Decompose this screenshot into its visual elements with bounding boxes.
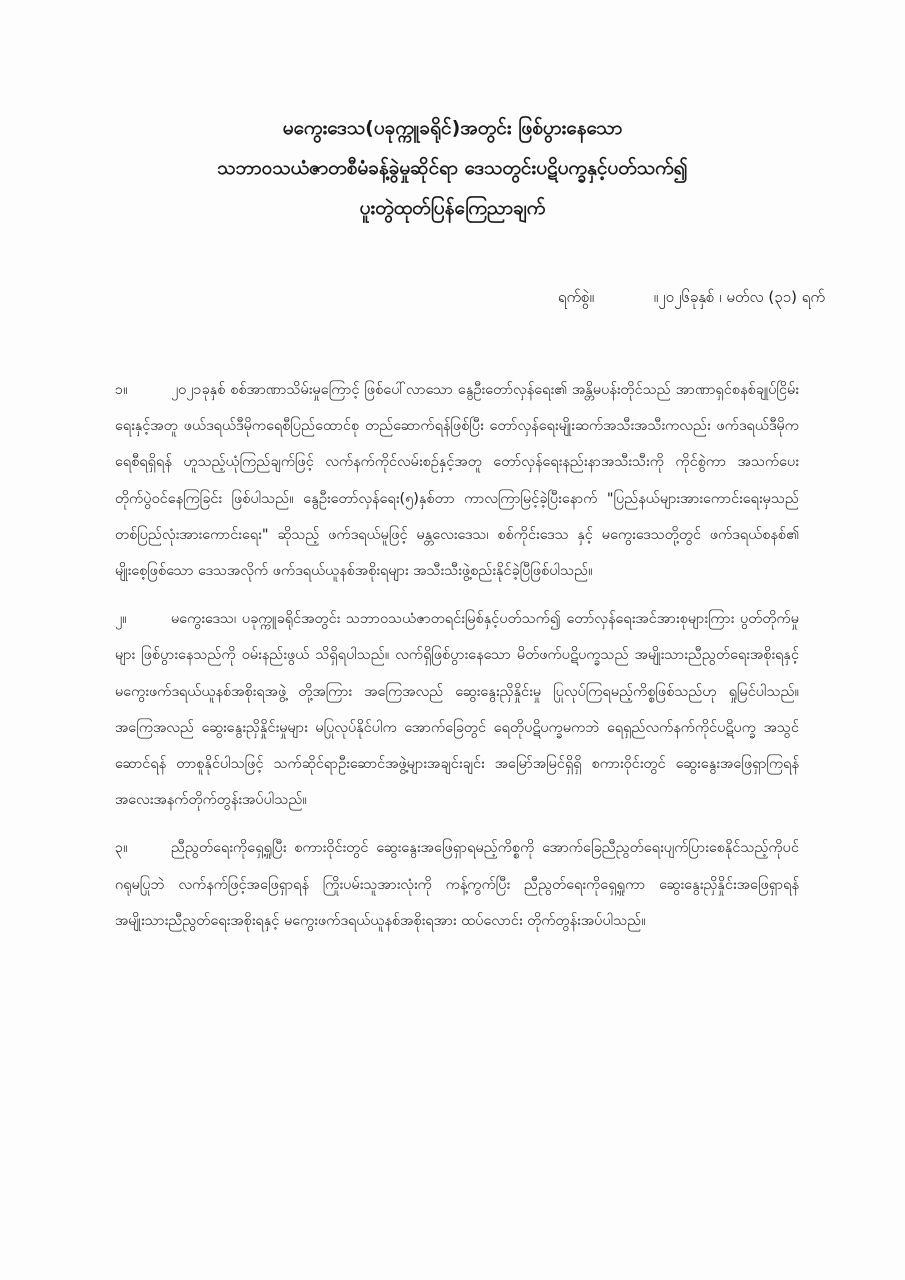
paragraph-1 — [115, 372, 799, 589]
paragraph-text: ညီညွတ်ရေးကိုရှေ့ရှုပြီး စကားဝိုင်းတွင် ဆွေးနွေးအဖြေရှာရမည့်ကိစ္စကို အောက်ခြေညီညွတ်ရေးပျက်ပြားစေနိုင်သည့်ကိုပင် ဂရုမပြုဘဲ လက်နက်ဖြင့်အဖြေရှာရန် ကြိုးပမ်းသူအားလုံးကို ကန့်ကွက်ပြီး ညီညွတ်ရေးကိုရှေ့ရှုကာ ဆွေးနွေးညှိနှိုင်းအဖြေရှာရန် အမျိုးသားညီညွတ်ရေးအစိုးရနှင့် မကွေးဖက်ဒရယ်ယူနစ်အစိုးရအား ထပ်လောင်း တိုက်တွန်းအပ်ပါသည်။ — [115, 840, 799, 929]
paragraph-3 — [115, 830, 799, 939]
paragraph-2 — [115, 601, 799, 818]
title-line-2: သဘာဝသယံဇာတစီမံခန့်ခွဲမှုဆိုင်ရာ ဒေသတွင်းပဋိပက္ခနှင့်ပတ်သက်၍ — [217, 157, 688, 179]
statement-title — [60, 108, 845, 228]
date-label: ရက်စွဲ။ — [557, 288, 595, 306]
date-line — [558, 288, 825, 310]
title-line-3: ပူးတွဲထုတ်ပြန်ကြေညာချက် — [359, 197, 546, 219]
paragraph-number: ၁။ — [115, 382, 128, 398]
paragraph-number: ၂။ — [115, 611, 127, 628]
paragraph-number: ၃။ — [115, 840, 128, 857]
title-line-1: မကွေးဒေသ(ပခုက္ကူခရိုင်)အတွင်း ဖြစ်ပွားနေသော — [282, 117, 623, 139]
date-value: ။၂၀၂၆ခုနှစ် ၊ မတ်လ (၃၁) ရက် — [653, 288, 825, 306]
paragraph-text: ၂၀၂၁ခုနှစ် စစ်အာဏာသိမ်းမှုကြောင့် ဖြစ်ပေါ်လာသော နွေဦးတော်လှန်ရေး၏ အန္တိမပန်းတိုင်သည် အာဏာရှင်စနစ်ချုပ်ငြိမ်းရေးနှင့်အတူ ဖယ်ဒရယ်ဒီမိုကရေစီပြည်ထောင်စု တည်ဆောက်ရန်ဖြစ်ပြီး တော်လှန်ရေးမျိုးဆက်အသီးအသီးကလည်း ဖက်ဒရယ်ဒီမိုကရေစီရရှိရန် ဟူသည့်ယုံကြည်ချက်ဖြင့် လက်နက်ကိုင်လမ်းစဥ်နှင့်အတူ တော်လှန်ရေးနည်းနာအသီးသီးကို ကိုင်စွဲကာ အသက်ပေးတိုက်ပွဲဝင်နေကြခြင်း ဖြစ်ပါသည်။ နွေဦးတော်လှန်ရေး(၅)နှစ်တာ ကာလကြာမြင့်ခဲ့ပြီးနောက် "ပြည်နယ်များအားကောင်းရေးမှသည် တစ်ပြည်လုံးအားကောင်းရေး" ဆိုသည့် ဖက်ဒရယ်မူဖြင့် မန္တလေးဒေသ၊ စစ်ကိုင်းဒေသ နှင့် မကွေးဒေသတို့တွင် ဖက်ဒရယ်စနစ်၏ မျိုးစေ့ဖြစ်သော ဒေသအလိုက် ဖက်ဒရယ်ယူနစ်အစိုးရများ အသီးသီးဖွဲ့စည်းနိုင်ခဲ့ပြီဖြစ်ပါသည်။ — [115, 382, 799, 580]
paragraph-text: မကွေးဒေသ၊ ပခုက္ကူခရိုင်အတွင်း သဘာဝသယံဇာတရင်းမြစ်နှင့်ပတ်သက်၍ တော်လှန်ရေးအင်အားစုများကြား ပွတ်တိုက်မှုများ ဖြစ်ပွားနေသည်ကို ဝမ်းနည်းဖွယ် သိရှိရပါသည်။ လက်ရှိဖြစ်ပွားနေသော မိတ်ဖက်ပဋိပက္ခသည် အမျိုးသားညီညွတ်ရေးအစိုးရနှင့် မကွေးဖက်ဒရယ်ယူနစ်အစိုးရအဖွဲ့ တို့အကြား အကြေအလည် ဆွေးနွေးညှိနှိုင်းမှု ပြုလုပ်ကြရမည့်ကိစ္စဖြစ်သည်ဟု ရှုမြင်ပါသည်။ အကြေအလည် ဆွေးနွေးညှိနှိုင်းမှုများ မပြုလုပ်နိုင်ပါက အောက်ခြေတွင် ရေတိုပဋိပက္ခမကဘဲ ရေရှည်လက်နက်ကိုင်ပဋိပက္ခ အသွင်ဆောင်ရန် တာစူနိုင်ပါသဖြင့် သက်ဆိုင်ရာဦးဆောင်အဖွဲ့များအချင်းချင်း အမြော်အမြင်ရှိရှိ စကားဝိုင်းတွင် ဆွေးနွေးအဖြေရှာကြရန် အလေးအနက်တိုက်တွန်းအပ်ပါသည်။ — [115, 611, 799, 809]
statement-body — [115, 372, 799, 951]
